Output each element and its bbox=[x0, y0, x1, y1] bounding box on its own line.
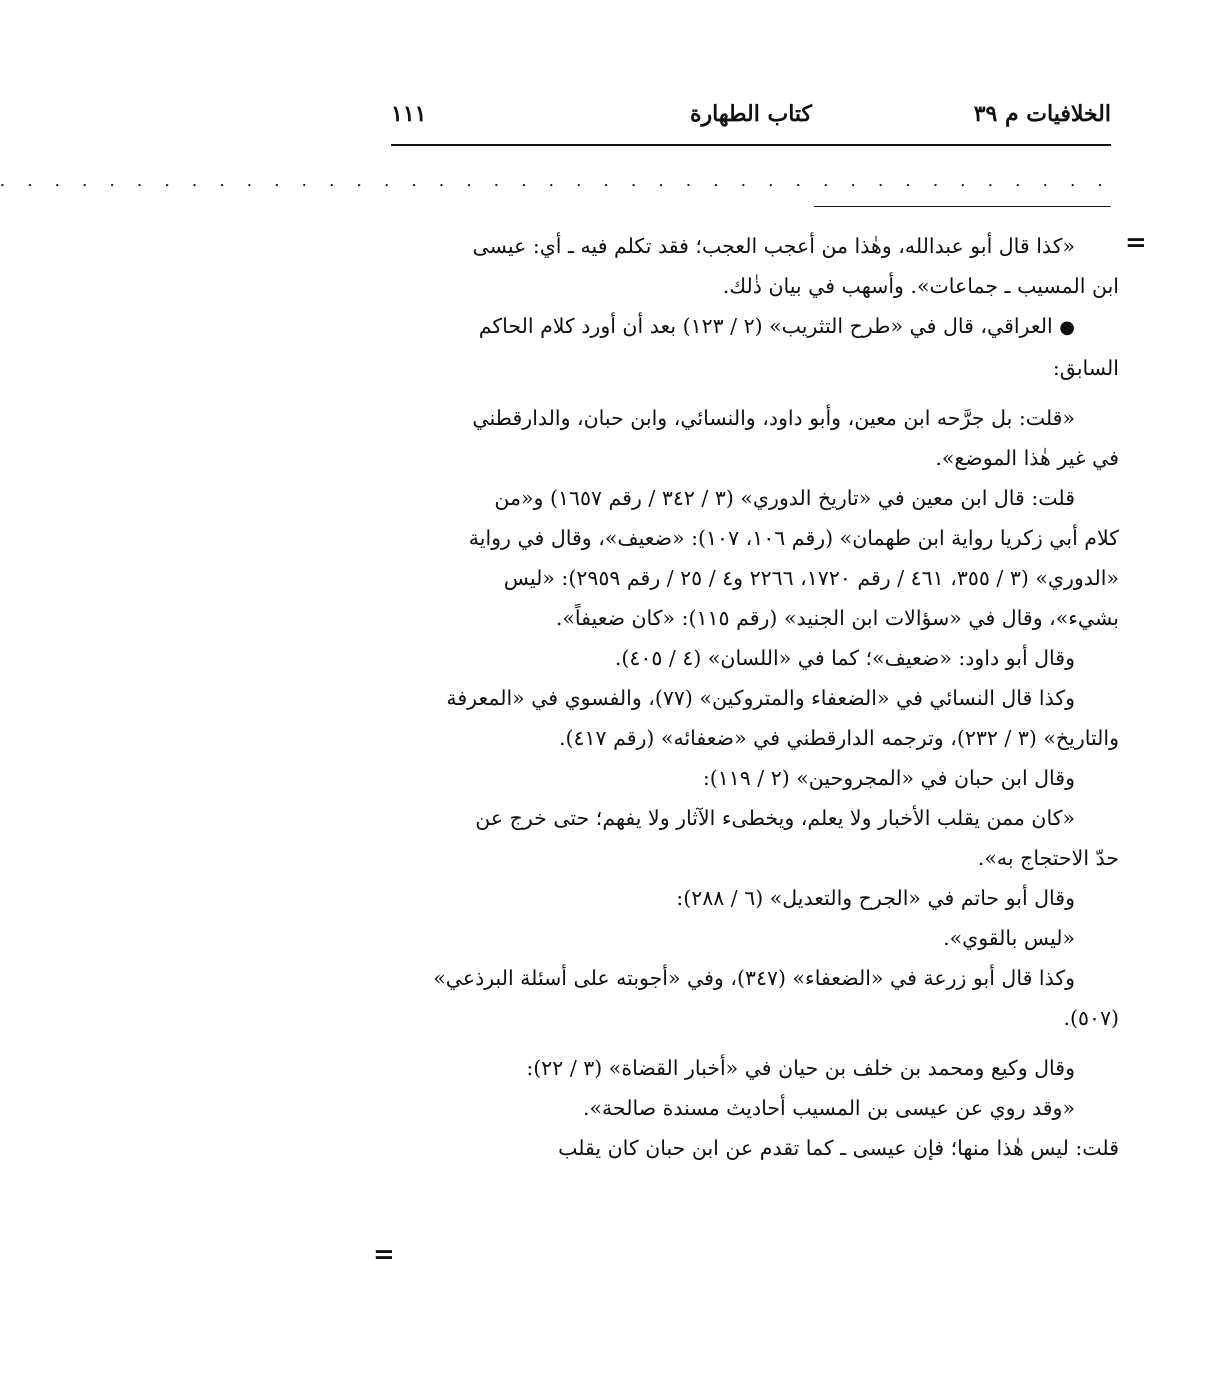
dotted-separator: . . . . . . . . . . . . . . . . . . . . . . . . . . . . . . . . . . . . . . . . . bbox=[0, 170, 1111, 191]
body-text bbox=[391, 226, 1119, 1168]
text-line: بشيء»، وقال في «سؤالات ابن الجنيد» (رقم ١١٥): «كان ضعيفاً». bbox=[555, 606, 1119, 630]
text-line: قلت: قال ابن معين في «تاريخ الدوري» (٣ / ٣٤٢ / رقم ١٦٥٧) و«من bbox=[494, 486, 1075, 510]
text-line: «وقد روي عن عيسى بن المسيب أحاديث مسندة صالحة». bbox=[582, 1096, 1075, 1120]
text-line: «ليس بالقوي». bbox=[943, 926, 1075, 950]
continuation-mark-top: = bbox=[1125, 228, 1147, 258]
text-line: (٥٠٧). bbox=[1063, 1006, 1119, 1030]
text-line: وكذا قال النسائي في «الضعفاء والمتروكين» (٧٧)، والفسوي في «المعرفة bbox=[446, 686, 1075, 710]
text-line: «كان ممن يقلب الأخبار ولا يعلم، ويخطىء الآثار ولا يفهم؛ حتى خرج عن bbox=[475, 806, 1075, 830]
text-line: وكذا قال أبو زرعة في «الضعفاء» (٣٤٧)، وفي «أجوبته على أسئلة البرذعي» bbox=[433, 966, 1075, 990]
page-header bbox=[391, 92, 1111, 136]
header-running-title: الخلافيات م ٣٩ bbox=[973, 101, 1111, 127]
text-line: «قلت: بل جرَّحه ابن معين، وأبو داود، والنسائي، وابن حبان، والدارقطني bbox=[472, 406, 1075, 430]
text-line: حدّ الاحتجاج به». bbox=[977, 846, 1119, 870]
text-line: ابن المسيب ـ جماعات». وأسهب في بيان ذٰلك. bbox=[722, 274, 1119, 298]
text-line: «الدوري» (٣ / ٣٥٥، ٤٦١ / رقم ١٧٢٠، ٢٢٦٦ و٤ / ٢٥ / رقم ٢٩٥٩): «ليس bbox=[503, 566, 1119, 590]
continuation-mark-bottom: = bbox=[373, 1240, 395, 1270]
bullet-icon: ● bbox=[1059, 317, 1075, 338]
text-line: «كذا قال أبو عبدالله، وهٰذا من أعجب العجب؛ فقد تكلم فيه ـ أي: عيسى bbox=[472, 234, 1075, 258]
text-line: وقال وكيع ومحمد بن خلف بن حيان في «أخبار القضاة» (٣ / ٢٢): bbox=[526, 1056, 1075, 1080]
text-line: والتاريخ» (٣ / ٢٣٢)، وترجمه الدارقطني في «ضعفائه» (رقم ٤١٧). bbox=[559, 726, 1119, 750]
text-line: في غير هٰذا الموضع». bbox=[935, 446, 1119, 470]
text-line: وقال أبو حاتم في «الجرح والتعديل» (٦ / ٢٨٨): bbox=[676, 886, 1075, 910]
text-line: قلت: ليس هٰذا منها؛ فإن عيسى ـ كما تقدم عن ابن حبان كان يقلب bbox=[558, 1136, 1119, 1160]
footnote-divider bbox=[814, 206, 1111, 207]
spacer bbox=[391, 388, 1119, 398]
text-line: وقال ابن حبان في «المجروحين» (٢ / ١١٩): bbox=[702, 766, 1075, 790]
text-line: السابق: bbox=[1052, 356, 1119, 380]
spacer bbox=[391, 1038, 1119, 1048]
header-divider bbox=[391, 144, 1111, 146]
text-line bbox=[391, 306, 1119, 348]
text-line: وقال أبو داود: «ضعيف»؛ كما في «اللسان» (٤ / ٤٠٥). bbox=[614, 646, 1075, 670]
text-line: كلام أبي زكريا رواية ابن طهمان» (رقم ١٠٦، ١٠٧): «ضعيف»، وقال في رواية bbox=[468, 526, 1119, 550]
page-number: ١١١ bbox=[391, 101, 427, 127]
header-chapter-title: كتاب الطهارة bbox=[689, 101, 813, 127]
text-line-content: العراقي، قال في «طرح التثريب» (٢ / ١٢٣) بعد أن أورد كلام الحاكم bbox=[478, 314, 1053, 338]
